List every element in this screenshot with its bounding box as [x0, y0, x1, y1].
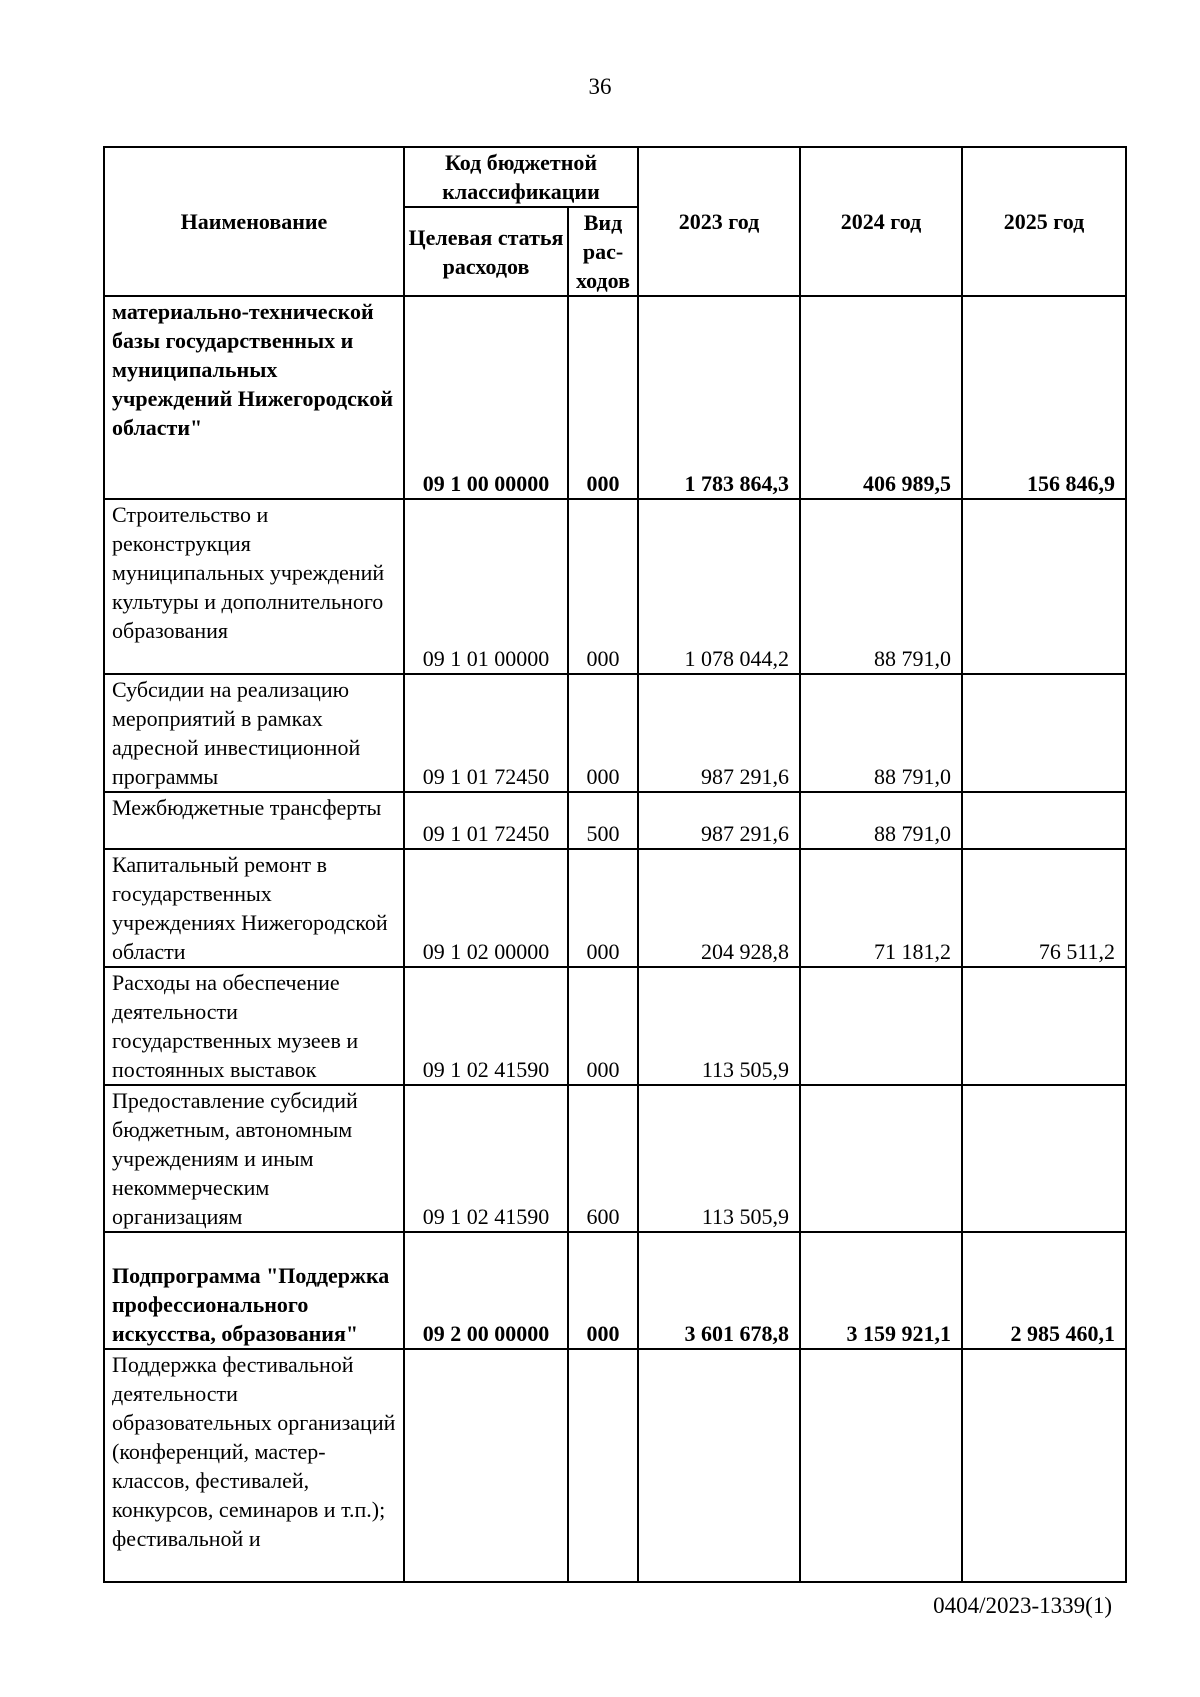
document-code: 0404/2023-1339(1) — [933, 1593, 1112, 1618]
expense-type-cell: 500 — [568, 792, 638, 849]
row-name-cell: Строительство и реконструкция муниципальных учреждений культуры и дополнительного образования — [104, 499, 404, 674]
target-article-cell: 09 1 01 72450 — [404, 792, 568, 849]
amount-2025-cell: 2 985 460,1 — [962, 1232, 1126, 1349]
table-row — [104, 792, 1126, 849]
expense-type-cell: 000 — [568, 967, 638, 1085]
target-article-cell: 09 1 02 00000 — [404, 849, 568, 967]
amount-2023-cell: 1 783 864,3 — [638, 296, 800, 499]
amount-2023-cell: 1 078 044,2 — [638, 499, 800, 674]
target-article-cell: 09 1 02 41590 — [404, 967, 568, 1085]
expense-type-cell: 000 — [568, 499, 638, 674]
page-number: 36 — [588, 74, 612, 99]
amount-2024-cell: 88 791,0 — [800, 792, 962, 849]
amount-2023-cell: 3 601 678,8 — [638, 1232, 800, 1349]
amount-2024-cell: 71 181,2 — [800, 849, 962, 967]
table-row — [104, 499, 1126, 674]
row-name-cell: Межбюджетные трансферты — [104, 792, 404, 849]
table-header — [104, 147, 1126, 296]
amount-2025-cell — [962, 967, 1126, 1085]
header-expense-type: Вид рас-ходов — [568, 207, 638, 296]
target-article-cell: 09 1 02 41590 — [404, 1085, 568, 1232]
table-row — [104, 1349, 1126, 1582]
target-article-cell — [404, 1349, 568, 1582]
amount-2025-cell — [962, 1085, 1126, 1232]
amount-2023-cell: 113 505,9 — [638, 1085, 800, 1232]
amount-2024-cell — [800, 967, 962, 1085]
amount-2024-cell: 88 791,0 — [800, 499, 962, 674]
header-code-group: Код бюджетной классификации — [404, 147, 638, 207]
target-article-cell: 09 1 01 72450 — [404, 674, 568, 792]
row-name-cell: Подпрограмма "Поддержка профессионального искусства, образования" — [104, 1232, 404, 1349]
header-2024: 2024 год — [800, 147, 962, 296]
amount-2025-cell: 156 846,9 — [962, 296, 1126, 499]
budget-table — [103, 146, 1127, 1583]
amount-2025-cell — [962, 792, 1126, 849]
table-row — [104, 849, 1126, 967]
table-body — [104, 296, 1126, 1582]
target-article-cell: 09 1 01 00000 — [404, 499, 568, 674]
amount-2024-cell — [800, 1349, 962, 1582]
expense-type-cell: 000 — [568, 1232, 638, 1349]
table-row — [104, 1232, 1126, 1349]
header-2023: 2023 год — [638, 147, 800, 296]
table-row — [104, 296, 1126, 499]
header-name: Наименование — [104, 147, 404, 296]
amount-2025-cell — [962, 1349, 1126, 1582]
expense-type-cell: 600 — [568, 1085, 638, 1232]
amount-2023-cell: 987 291,6 — [638, 674, 800, 792]
row-name-cell: Капитальный ремонт в государственных учреждениях Нижегородской области — [104, 849, 404, 967]
header-2025: 2025 год — [962, 147, 1126, 296]
expense-type-cell: 000 — [568, 674, 638, 792]
amount-2025-cell — [962, 674, 1126, 792]
row-name-cell: Поддержка фестивальной деятельности образовательных организаций (конференций, мастер-классов, фестивалей, конкурсов, семинаров и т.п.); фестивальной и — [104, 1349, 404, 1582]
expense-type-cell — [568, 1349, 638, 1582]
amount-2023-cell — [638, 1349, 800, 1582]
amount-2025-cell — [962, 499, 1126, 674]
amount-2023-cell: 113 505,9 — [638, 967, 800, 1085]
expense-type-cell: 000 — [568, 296, 638, 499]
row-name-cell: материально-технической базы государственных и муниципальных учреждений Нижегородской области" — [104, 296, 404, 499]
amount-2024-cell: 3 159 921,1 — [800, 1232, 962, 1349]
amount-2024-cell: 88 791,0 — [800, 674, 962, 792]
row-name-cell: Субсидии на реализацию мероприятий в рамках адресной инвестиционной программы — [104, 674, 404, 792]
table-row — [104, 1085, 1126, 1232]
row-name-cell: Предоставление субсидий бюджетным, автономным учреждениям и иным некоммерческим организациям — [104, 1085, 404, 1232]
expense-type-cell: 000 — [568, 849, 638, 967]
amount-2024-cell — [800, 1085, 962, 1232]
table-row — [104, 674, 1126, 792]
amount-2023-cell: 204 928,8 — [638, 849, 800, 967]
target-article-cell: 09 1 00 00000 — [404, 296, 568, 499]
amount-2023-cell: 987 291,6 — [638, 792, 800, 849]
amount-2024-cell: 406 989,5 — [800, 296, 962, 499]
amount-2025-cell: 76 511,2 — [962, 849, 1126, 967]
header-target-article: Целевая статья расходов — [404, 207, 568, 296]
table-row — [104, 967, 1126, 1085]
target-article-cell: 09 2 00 00000 — [404, 1232, 568, 1349]
row-name-cell: Расходы на обеспечение деятельности государственных музеев и постоянных выставок — [104, 967, 404, 1085]
